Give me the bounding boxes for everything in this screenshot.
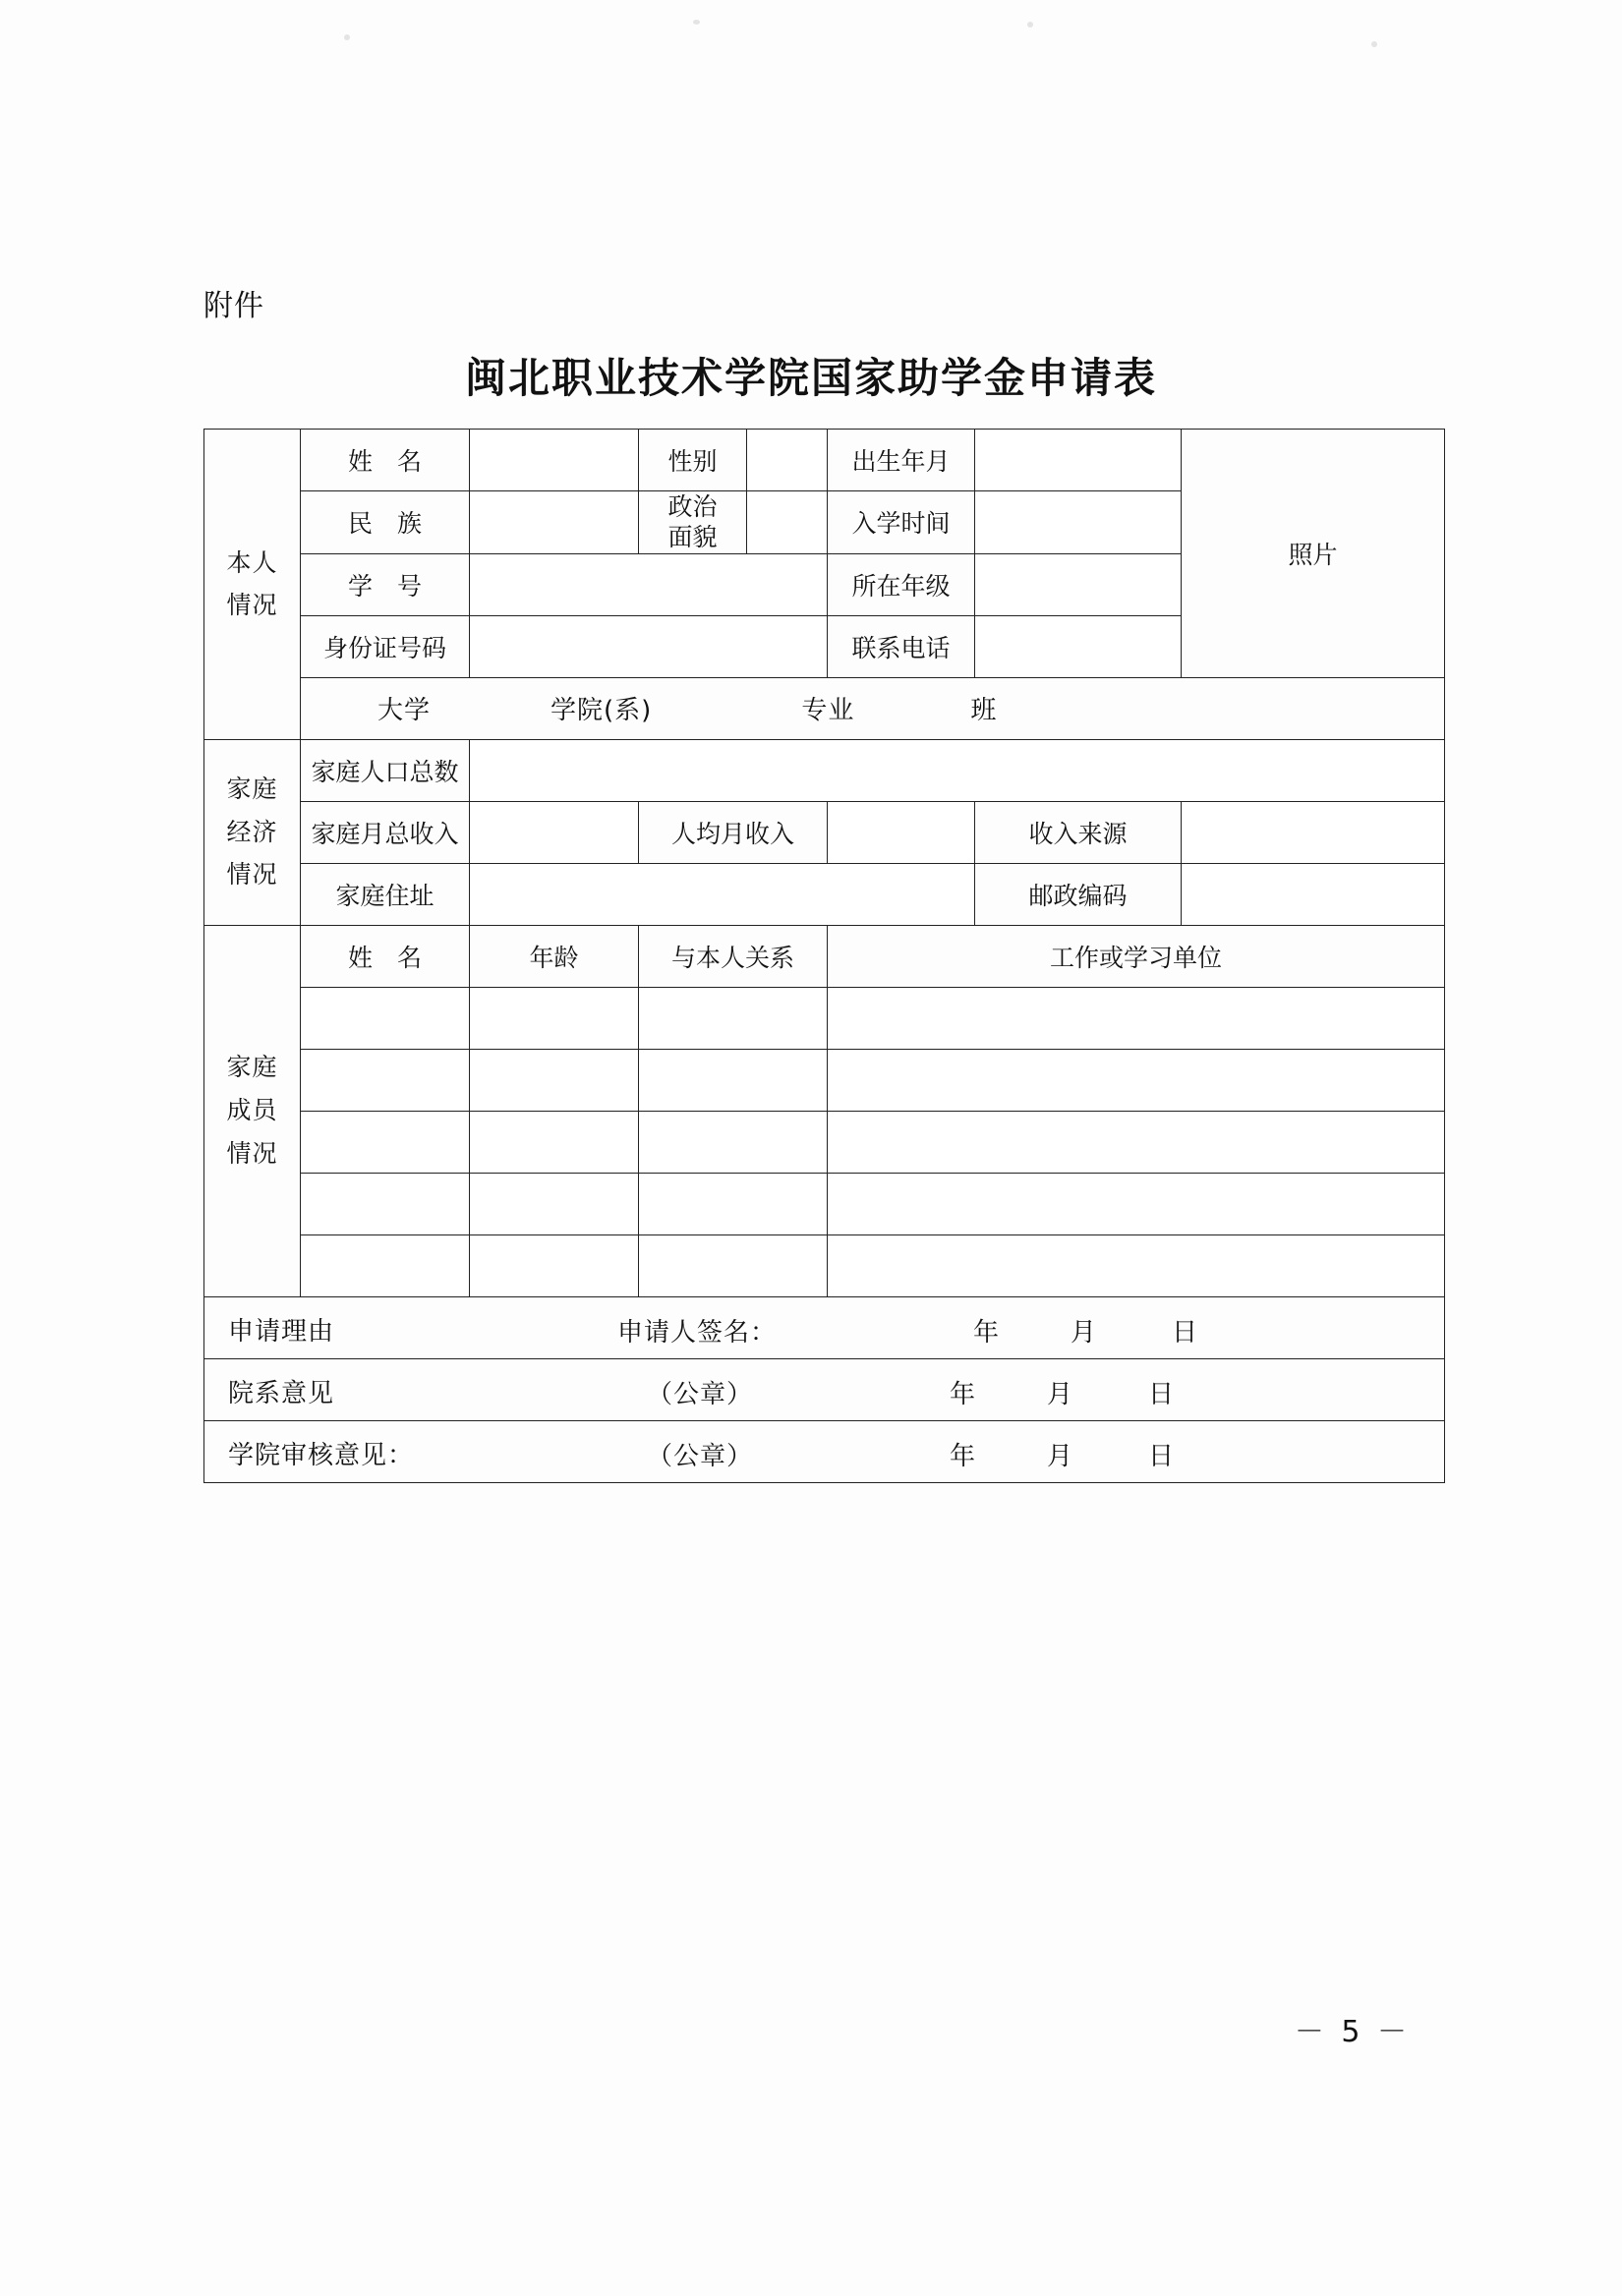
label-family-address: 家庭住址 xyxy=(301,863,470,925)
college-opinion-cell[interactable] xyxy=(204,1420,1445,1482)
scan-speck xyxy=(693,20,700,25)
input-member-name[interactable] xyxy=(301,1173,470,1234)
table-row xyxy=(204,863,1445,925)
table-row xyxy=(204,801,1445,863)
section-label-personal-line2: 情况 xyxy=(226,591,278,620)
college-info-row[interactable] xyxy=(301,677,1445,739)
input-family-address[interactable] xyxy=(470,863,975,925)
input-enrollment-time[interactable] xyxy=(975,491,1182,554)
input-name[interactable] xyxy=(470,430,639,491)
input-member-age[interactable] xyxy=(470,1049,639,1111)
section-label-family-economy-line2: 经济 xyxy=(226,817,278,846)
table-row xyxy=(204,1358,1445,1420)
label-year: 年 xyxy=(950,1379,977,1409)
column-header-member-age: 年龄 xyxy=(470,925,639,987)
table-row xyxy=(204,677,1445,739)
input-member-name[interactable] xyxy=(301,987,470,1049)
label-political-status-line1: 政治 xyxy=(667,492,718,521)
label-per-capita-income: 人均月收入 xyxy=(639,801,828,863)
label-month: 月 xyxy=(1047,1379,1074,1409)
label-political-status xyxy=(639,491,747,554)
input-ethnicity[interactable] xyxy=(470,491,639,554)
section-label-family-economy xyxy=(204,739,301,925)
application-reason-cell[interactable] xyxy=(204,1296,1445,1358)
attachment-label: 附件 xyxy=(203,289,264,323)
label-ethnicity: 民 族 xyxy=(301,491,470,554)
input-member-age[interactable] xyxy=(470,987,639,1049)
input-member-workplace[interactable] xyxy=(828,987,1445,1049)
column-header-member-workplace: 工作或学习单位 xyxy=(828,925,1445,987)
applicant-signature-row xyxy=(204,1312,1444,1349)
label-income-source: 收入来源 xyxy=(975,801,1182,863)
input-member-age[interactable] xyxy=(470,1111,639,1173)
table-row xyxy=(204,1234,1445,1296)
input-member-age[interactable] xyxy=(470,1173,639,1234)
label-political-status-line2: 面貌 xyxy=(667,523,718,552)
section-label-personal xyxy=(204,430,301,740)
label-university: 大学 xyxy=(377,696,432,725)
section-label-personal-line1: 本人 xyxy=(226,547,278,577)
label-student-id: 学 号 xyxy=(301,553,470,615)
input-postcode[interactable] xyxy=(1182,863,1445,925)
label-gender: 性别 xyxy=(639,430,747,491)
input-family-size[interactable] xyxy=(470,739,1445,801)
label-applicant-signature: 申请人签名： xyxy=(617,1317,778,1348)
form-table xyxy=(203,429,1445,1483)
input-member-name[interactable] xyxy=(301,1234,470,1296)
table-row xyxy=(204,1296,1445,1358)
page-title: 闽北职业技术学院国家助学金申请表 xyxy=(464,354,1157,402)
label-year: 年 xyxy=(973,1317,1001,1348)
section-label-family-economy-line3: 情况 xyxy=(226,860,278,890)
column-header-member-relation: 与本人关系 xyxy=(639,925,828,987)
section-label-family-members-line1: 家庭 xyxy=(226,1053,278,1082)
table-row xyxy=(204,925,1445,987)
table-row xyxy=(204,430,1445,491)
section-label-family-members-line2: 成员 xyxy=(226,1096,278,1125)
table-row xyxy=(204,987,1445,1049)
section-label-family-members xyxy=(204,925,301,1296)
department-opinion-cell[interactable] xyxy=(204,1358,1445,1420)
input-member-age[interactable] xyxy=(470,1234,639,1296)
input-member-workplace[interactable] xyxy=(828,1111,1445,1173)
label-enrollment-time: 入学时间 xyxy=(828,491,975,554)
input-member-workplace[interactable] xyxy=(828,1234,1445,1296)
input-member-name[interactable] xyxy=(301,1111,470,1173)
label-major: 专业 xyxy=(801,696,855,725)
section-label-family-economy-line1: 家庭 xyxy=(226,774,278,803)
input-id-number[interactable] xyxy=(470,615,828,677)
table-row xyxy=(204,1420,1445,1482)
scan-speck xyxy=(344,34,350,40)
label-day: 日 xyxy=(1148,1441,1176,1471)
college-seal-row xyxy=(204,1436,1444,1472)
label-grade: 所在年级 xyxy=(828,553,975,615)
input-birth[interactable] xyxy=(975,430,1182,491)
department-seal-row xyxy=(204,1374,1444,1410)
page-number: － 5 － xyxy=(1294,2015,1411,2049)
input-income-source[interactable] xyxy=(1182,801,1445,863)
input-member-workplace[interactable] xyxy=(828,1173,1445,1234)
label-month: 月 xyxy=(1047,1441,1074,1471)
application-form xyxy=(203,429,1444,1483)
table-row xyxy=(204,1049,1445,1111)
label-department-opinion: 院系意见 xyxy=(228,1378,335,1408)
input-member-relation[interactable] xyxy=(639,1234,828,1296)
input-member-relation[interactable] xyxy=(639,987,828,1049)
table-row xyxy=(204,739,1445,801)
label-birth: 出生年月 xyxy=(828,430,975,491)
label-day: 日 xyxy=(1172,1317,1199,1348)
label-application-reason: 申请理由 xyxy=(228,1316,335,1347)
input-student-id[interactable] xyxy=(470,553,828,615)
photo-placeholder: 照片 xyxy=(1182,430,1445,678)
label-monthly-income: 家庭月总收入 xyxy=(301,801,470,863)
input-member-relation[interactable] xyxy=(639,1049,828,1111)
input-per-capita-income[interactable] xyxy=(828,801,975,863)
table-row xyxy=(204,1111,1445,1173)
label-month: 月 xyxy=(1071,1317,1098,1348)
column-header-member-name: 姓 名 xyxy=(301,925,470,987)
table-row xyxy=(204,1173,1445,1234)
input-gender[interactable] xyxy=(747,430,828,491)
input-member-relation[interactable] xyxy=(639,1173,828,1234)
label-school: 学院(系) xyxy=(550,696,653,725)
input-member-workplace[interactable] xyxy=(828,1049,1445,1111)
input-member-name[interactable] xyxy=(301,1049,470,1111)
scan-speck xyxy=(1371,41,1377,47)
label-official-seal: （公章） xyxy=(647,1379,754,1409)
label-year: 年 xyxy=(950,1441,977,1471)
label-phone: 联系电话 xyxy=(828,615,975,677)
label-class: 班 xyxy=(970,696,998,725)
label-name: 姓 名 xyxy=(301,430,470,491)
label-day: 日 xyxy=(1148,1379,1176,1409)
label-id-number: 身份证号码 xyxy=(301,615,470,677)
scan-speck xyxy=(1027,22,1033,28)
input-grade[interactable] xyxy=(975,553,1182,615)
input-phone[interactable] xyxy=(975,615,1182,677)
section-label-family-members-line3: 情况 xyxy=(226,1138,278,1168)
input-member-relation[interactable] xyxy=(639,1111,828,1173)
input-political-status[interactable] xyxy=(747,491,828,554)
label-college-opinion: 学院审核意见： xyxy=(228,1440,415,1470)
label-postcode: 邮政编码 xyxy=(975,863,1182,925)
label-official-seal: （公章） xyxy=(647,1441,754,1471)
label-family-size: 家庭人口总数 xyxy=(301,739,470,801)
input-monthly-income[interactable] xyxy=(470,801,639,863)
